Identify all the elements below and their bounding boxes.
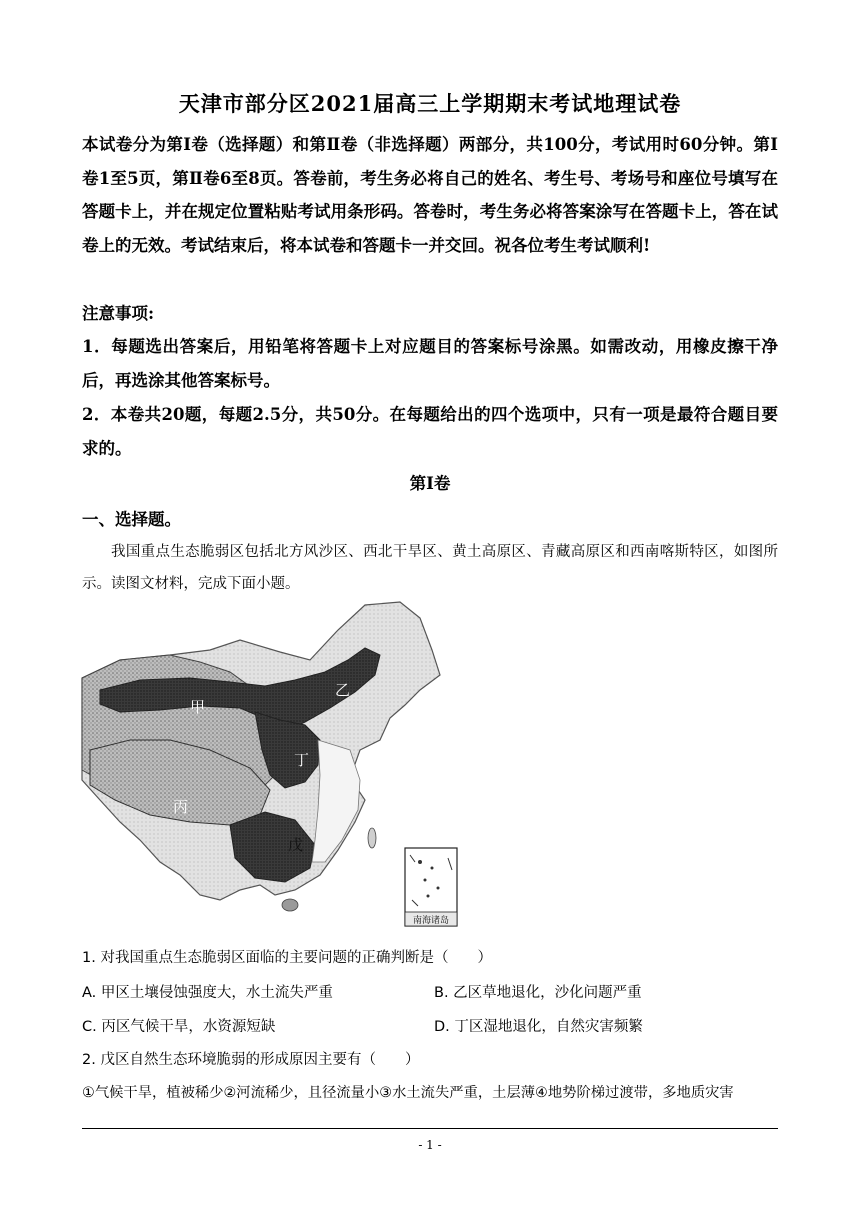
q1-option-b: B. 乙区草地退化，沙化问题严重: [434, 985, 642, 1001]
inset-label: 南海诸岛: [412, 916, 450, 926]
south-china-sea-inset: [405, 848, 457, 926]
footer-divider: [82, 1128, 778, 1129]
q1-option-a: A. 甲区土壤侵蚀强度大，水土流失严重: [82, 985, 333, 1001]
question-1-stem: 1. 对我国重点生态脆弱区面临的主要问题的正确判断是（ ）: [82, 950, 492, 966]
region-east: [312, 740, 360, 862]
exam-title: 天津市部分区2021届高三上学期期末考试地理试卷: [178, 91, 682, 116]
label-yi: 乙: [335, 681, 351, 699]
label-ding: 丁: [294, 751, 310, 769]
exam-instructions: 本试卷分为第Ⅰ卷（选择题）和第Ⅱ卷（非选择题）两部分，共100分，考试用时60分钟。第Ⅰ卷1至5页，第Ⅱ卷6至8页。答卷前，考生务必将自己的姓名、考生号、考场号和座位号填写在答题卡上，并在规定位置粘贴考试用条形码。答卷时，考生务必将答案涂写在答题卡上，答在试卷上的无效。考试结束后，将本试卷和答题卡一并交回。祝各位考生考试顺利!: [82, 135, 778, 255]
label-bing: 丙: [173, 798, 189, 816]
q1-option-c: C. 丙区气候干旱，水资源短缺: [82, 1019, 276, 1035]
note-1: 1．每题选出答案后，用铅笔将答题卡上对应题目的答案标号涂黑。如需改动，用橡皮擦干净后，再选涂其他答案标号。: [82, 337, 778, 390]
china-eco-fragile-map: [80, 600, 460, 930]
passage-text: 我国重点生态脆弱区包括北方风沙区、西北干旱区、黄土高原区、青藏高原区和西南喀斯特区，如图所示。读图文材料，完成下面小题。: [82, 544, 778, 592]
hainan-island: [282, 899, 298, 911]
label-jia: 甲: [190, 698, 206, 716]
label-wu: 戊: [288, 836, 304, 854]
part-title: 第Ⅰ卷: [409, 474, 451, 493]
question-2-choices: ①气候干旱，植被稀少②河流稀少，且径流量小③水土流失严重，土层薄④地势阶梯过渡带，多地质灾害: [82, 1085, 734, 1101]
question-2-stem: 2. 戊区自然生态环境脆弱的形成原因主要有（ ）: [82, 1052, 420, 1068]
page-number: - 1 -: [418, 1138, 442, 1152]
note-2: 2．本卷共20题，每题2.5分，共50分。在每题给出的四个选项中，只有一项是最符合题目要求的。: [82, 405, 778, 458]
q1-option-d: D. 丁区湿地退化，自然灾害频繁: [434, 1019, 643, 1035]
section-heading: 一、选择题。: [82, 510, 181, 529]
notes-heading: 注意事项:: [82, 304, 155, 323]
taiwan-island: [368, 828, 376, 848]
